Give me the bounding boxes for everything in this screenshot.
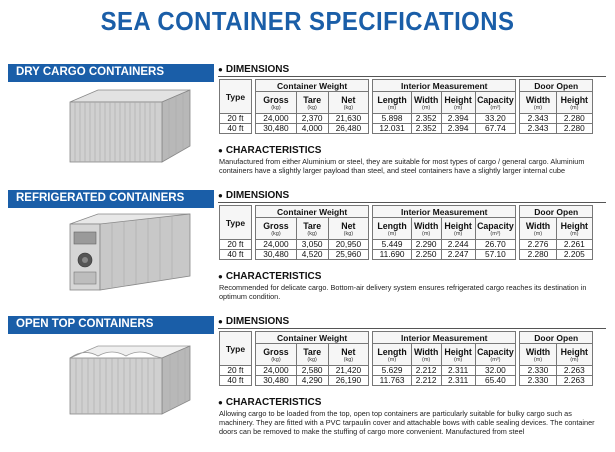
col-door-width: Width (m) [520, 218, 556, 240]
section-open-top [0, 316, 615, 444]
section-underline [8, 206, 214, 208]
col-gross: Gross (kg) [256, 344, 296, 366]
reefer-container-illustration [62, 210, 194, 294]
dimensions-table [219, 79, 593, 134]
col-net: Net (kg) [328, 92, 368, 114]
dimensions-table [219, 205, 593, 260]
col-length: Length (m) [373, 92, 411, 114]
group-weight-header: Container Weight [256, 80, 369, 92]
characteristics-text: Allowing cargo to be loaded from the top, open top containers are particularly suitable for bulky cargo such as machinery. They are fitted with a PVC tarpaulin cover and attachable bows with cable sealing devices. The container doors can be removed to make the stuffing of cargo more convenient. Manufactured from steel [219, 409, 595, 436]
characteristics-text: Recommended for delicate cargo. Bottom-air delivery system ensures refrigerated cargo reaches its destination in optimum condition. [219, 283, 587, 301]
section-banner: DRY CARGO CONTAINERS [8, 64, 214, 80]
dimensions-heading: ● DIMENSIONS [218, 190, 289, 201]
col-tare: Tare (kg) [296, 344, 328, 366]
col-length: Length (m) [373, 218, 411, 240]
section-underline [8, 80, 214, 82]
bullet-icon: ● [218, 317, 223, 326]
bullet-icon: ● [218, 146, 223, 155]
characteristics-heading: ● CHARACTERISTICS [218, 271, 322, 282]
bullet-icon: ● [218, 65, 223, 74]
characteristics-heading: ● CHARACTERISTICS [218, 397, 322, 408]
section-banner: OPEN TOP CONTAINERS [8, 316, 214, 332]
group-interior-header: Interior Measurement [373, 80, 516, 92]
bullet-icon: ● [218, 398, 223, 407]
section-refrigerated [0, 190, 615, 318]
table-row: 20 ft 24,000 2,580 21,420 5.629 2.212 2.311 32.00 2.330 2.263 [220, 366, 593, 376]
table-row: 40 ft 30,480 4,290 26,190 11.763 2.212 2.311 65.40 2.330 2.263 [220, 376, 593, 386]
group-interior-header: Interior Measurement [373, 332, 516, 344]
characteristics-heading: ● CHARACTERISTICS [218, 145, 322, 156]
table-row: 40 ft 30,480 4,520 25,960 11.690 2.250 2.247 57.10 2.280 2.205 [220, 250, 593, 260]
dimensions-table [219, 331, 593, 386]
col-capacity: Capacity (m³) [475, 218, 516, 240]
type-header: Type [220, 332, 252, 366]
section-underline [8, 332, 214, 334]
col-door-height: Height (m) [556, 218, 592, 240]
group-weight-header: Container Weight [256, 332, 369, 344]
open-top-container-illustration [62, 336, 194, 420]
col-width: Width (m) [411, 218, 441, 240]
col-door-width: Width (m) [520, 92, 556, 114]
dry-container-illustration [62, 84, 194, 168]
bullet-icon: ● [218, 191, 223, 200]
type-header: Type [220, 206, 252, 240]
table-row: 40 ft 30,480 4,000 26,480 12.031 2.352 2.394 67.74 2.343 2.280 [220, 124, 593, 134]
page-title: SEA CONTAINER SPECIFICATIONS [100, 6, 515, 36]
group-weight-header: Container Weight [256, 206, 369, 218]
col-width: Width (m) [411, 92, 441, 114]
group-door-header: Door Open [520, 206, 593, 218]
col-net: Net (kg) [328, 218, 368, 240]
col-capacity: Capacity (m³) [475, 92, 516, 114]
bullet-icon: ● [218, 272, 223, 281]
group-interior-header: Interior Measurement [373, 206, 516, 218]
col-height: Height (m) [441, 218, 475, 240]
section-banner: REFRIGERATED CONTAINERS [8, 190, 214, 206]
col-door-height: Height (m) [556, 344, 592, 366]
section-dry-cargo [0, 64, 615, 192]
table-row: 20 ft 24,000 2,370 21,630 5.898 2.352 2.394 33.20 2.343 2.280 [220, 114, 593, 124]
col-height: Height (m) [441, 92, 475, 114]
col-tare: Tare (kg) [296, 92, 328, 114]
col-gross: Gross (kg) [256, 92, 296, 114]
col-tare: Tare (kg) [296, 218, 328, 240]
table-row: 20 ft 24,000 3,050 20,950 5.449 2.290 2.244 26.70 2.276 2.261 [220, 240, 593, 250]
col-height: Height (m) [441, 344, 475, 366]
col-door-height: Height (m) [556, 92, 592, 114]
type-header: Type [220, 80, 252, 114]
characteristics-text: Manufactured from either Aluminium or steel, they are suitable for most types of cargo / general cargo. Aluminium containers have a slightly larger payload than steel, and steel containers have a slightly larger internal cube [219, 157, 585, 175]
col-capacity: Capacity (m³) [475, 344, 516, 366]
col-width: Width (m) [411, 344, 441, 366]
dimensions-heading: ● DIMENSIONS [218, 64, 289, 75]
col-length: Length (m) [373, 344, 411, 366]
col-net: Net (kg) [328, 344, 368, 366]
col-door-width: Width (m) [520, 344, 556, 366]
group-door-header: Door Open [520, 80, 593, 92]
dimensions-heading: ● DIMENSIONS [218, 316, 289, 327]
col-gross: Gross (kg) [256, 218, 296, 240]
group-door-header: Door Open [520, 332, 593, 344]
